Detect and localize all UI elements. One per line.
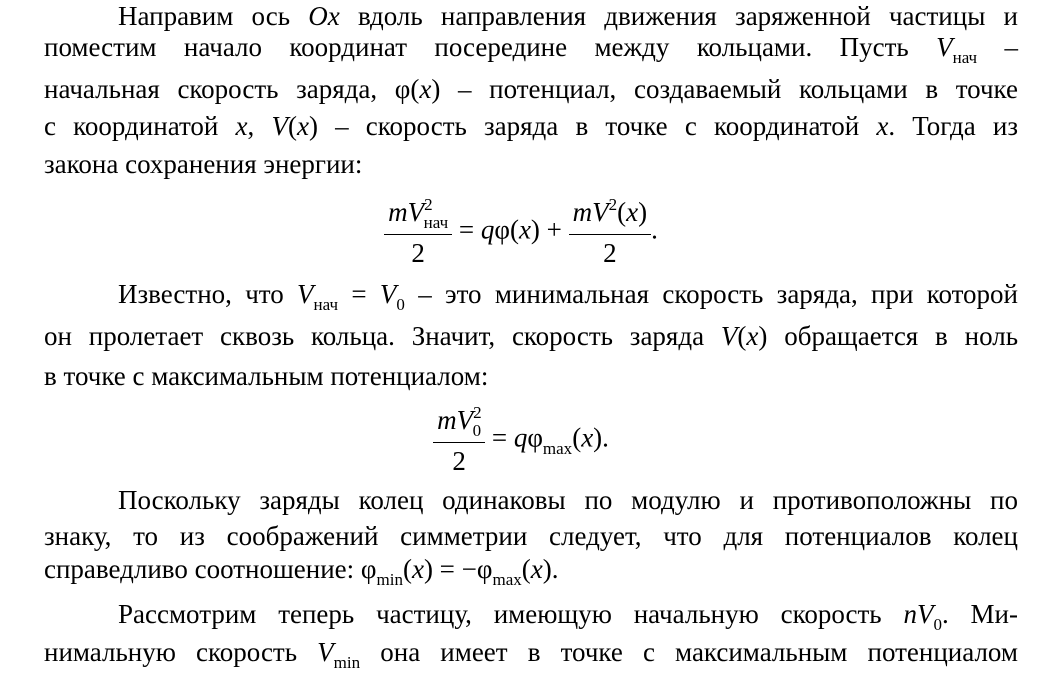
p4-line-1 <box>118 598 1018 634</box>
math-var: x <box>581 422 594 453</box>
math: ) <box>308 111 318 141</box>
math: ) <box>542 554 552 584</box>
text: Известно, что <box>118 279 298 309</box>
math: ) <box>638 197 648 227</box>
math: φ <box>527 422 543 453</box>
math: ) <box>758 321 768 351</box>
text: он пролетает сквозь кольца. Значит, скорость заряда <box>44 321 721 351</box>
math: ( <box>402 554 412 584</box>
math: = <box>338 279 380 309</box>
text: . Тогда из <box>888 111 1018 141</box>
math: ) = −φ <box>423 554 493 584</box>
text: Направим ось <box>118 1 309 31</box>
math-var: x <box>746 321 759 351</box>
math-var: q <box>480 214 495 245</box>
text: нимальную скорость <box>44 637 318 667</box>
math-var: mV <box>572 197 609 227</box>
math-var: x <box>411 554 424 584</box>
subscript: min <box>333 653 361 672</box>
fraction-left <box>384 196 452 269</box>
p1-line-1 <box>118 0 1018 32</box>
math: ( <box>737 321 747 351</box>
denominator: 2 <box>603 238 617 268</box>
math: ) <box>431 74 441 104</box>
p2-line-3: в точке с максимальным потенциалом: <box>44 361 489 391</box>
subscript: min <box>376 570 403 589</box>
p1-line-2 <box>44 31 1018 67</box>
text: . Ми- <box>941 599 1018 629</box>
subscript: нач <box>952 48 978 67</box>
math: ( <box>617 197 627 227</box>
text: обращается в ноль <box>767 321 1019 351</box>
math: φ <box>360 554 377 584</box>
text: вдоль направления движения заряженной частицы и <box>339 1 1018 31</box>
text: поместим начало координат посередине между кольцами. Пусть <box>44 32 937 62</box>
subscript: max <box>542 438 573 458</box>
text: . <box>551 554 559 584</box>
subscript: max <box>492 570 522 589</box>
equation-2 <box>0 404 1042 477</box>
p3-line-2: знаку, то из соображений симметрии следует, что для потенциалов колец <box>44 521 1018 551</box>
math-var: V <box>379 279 397 309</box>
math-var: V <box>297 279 314 309</box>
text: – это минимальная скорость заряда, при которой <box>404 279 1018 309</box>
equation-1 <box>0 196 1042 269</box>
math-var: V <box>317 637 334 667</box>
p1-line-4 <box>44 110 1018 142</box>
math: ) + <box>530 214 569 245</box>
math: = <box>452 214 481 245</box>
superscript: 2 <box>608 195 618 214</box>
math: φ( <box>394 74 420 104</box>
math: ). <box>593 422 609 453</box>
math: . <box>651 214 658 245</box>
math: ( <box>287 111 297 141</box>
math-var: x <box>235 111 248 141</box>
math-var: x <box>530 554 543 584</box>
subscript: нач <box>313 295 339 314</box>
p1-line-5: закона сохранения энергии: <box>44 149 363 179</box>
subscript: нач <box>423 213 449 232</box>
math-var: mV <box>388 197 425 227</box>
math-var: Ox <box>308 1 340 31</box>
text: , <box>247 111 272 141</box>
math: φ( <box>494 214 519 245</box>
math-var: x <box>876 111 889 141</box>
text: начальная скорость заряда, <box>44 74 395 104</box>
p2-line-2 <box>44 320 1018 352</box>
p2-line-1 <box>118 278 1018 314</box>
math-var: x <box>518 214 531 245</box>
denominator: 2 <box>411 238 425 268</box>
fraction-right <box>569 196 651 269</box>
math-var: V <box>271 111 288 141</box>
math-var: V <box>720 321 738 351</box>
subscript: 0 <box>396 295 405 314</box>
math: = <box>485 422 514 453</box>
text: Рассмотрим теперь частицу, имеющую начальную скорость <box>118 599 904 629</box>
superscript: 2 <box>473 403 482 422</box>
p3-line-3 <box>44 553 1018 589</box>
text: – потенциал, создаваемый кольцами в точке <box>440 74 1018 104</box>
p1-line-3 <box>44 73 1018 105</box>
text: с координатой <box>44 111 236 141</box>
math-var: mV <box>437 405 474 435</box>
text: справедливо соотношение: <box>44 554 361 584</box>
p3-line-1: Поскольку заряды колец одинаковы по модулю и противоположны по <box>118 485 1018 515</box>
math: ( <box>521 554 531 584</box>
math-var: V <box>936 32 953 62</box>
math: ( <box>572 422 582 453</box>
subscript: 0 <box>472 421 482 440</box>
denominator: 2 <box>452 446 466 476</box>
p4-line-2 <box>44 636 1018 672</box>
text: – скорость заряда в точке с координатой <box>317 111 877 141</box>
math-var: x <box>419 74 432 104</box>
fraction <box>433 404 485 477</box>
math-var: x <box>626 197 639 227</box>
text: – <box>977 32 1018 62</box>
math-var: q <box>513 422 528 453</box>
text: она имеет в точке с максимальным потенциалом <box>360 637 1018 667</box>
superscript: 2 <box>424 195 433 214</box>
math-var: x <box>296 111 309 141</box>
subscript: 0 <box>933 615 942 634</box>
math-var: nV <box>903 599 934 629</box>
